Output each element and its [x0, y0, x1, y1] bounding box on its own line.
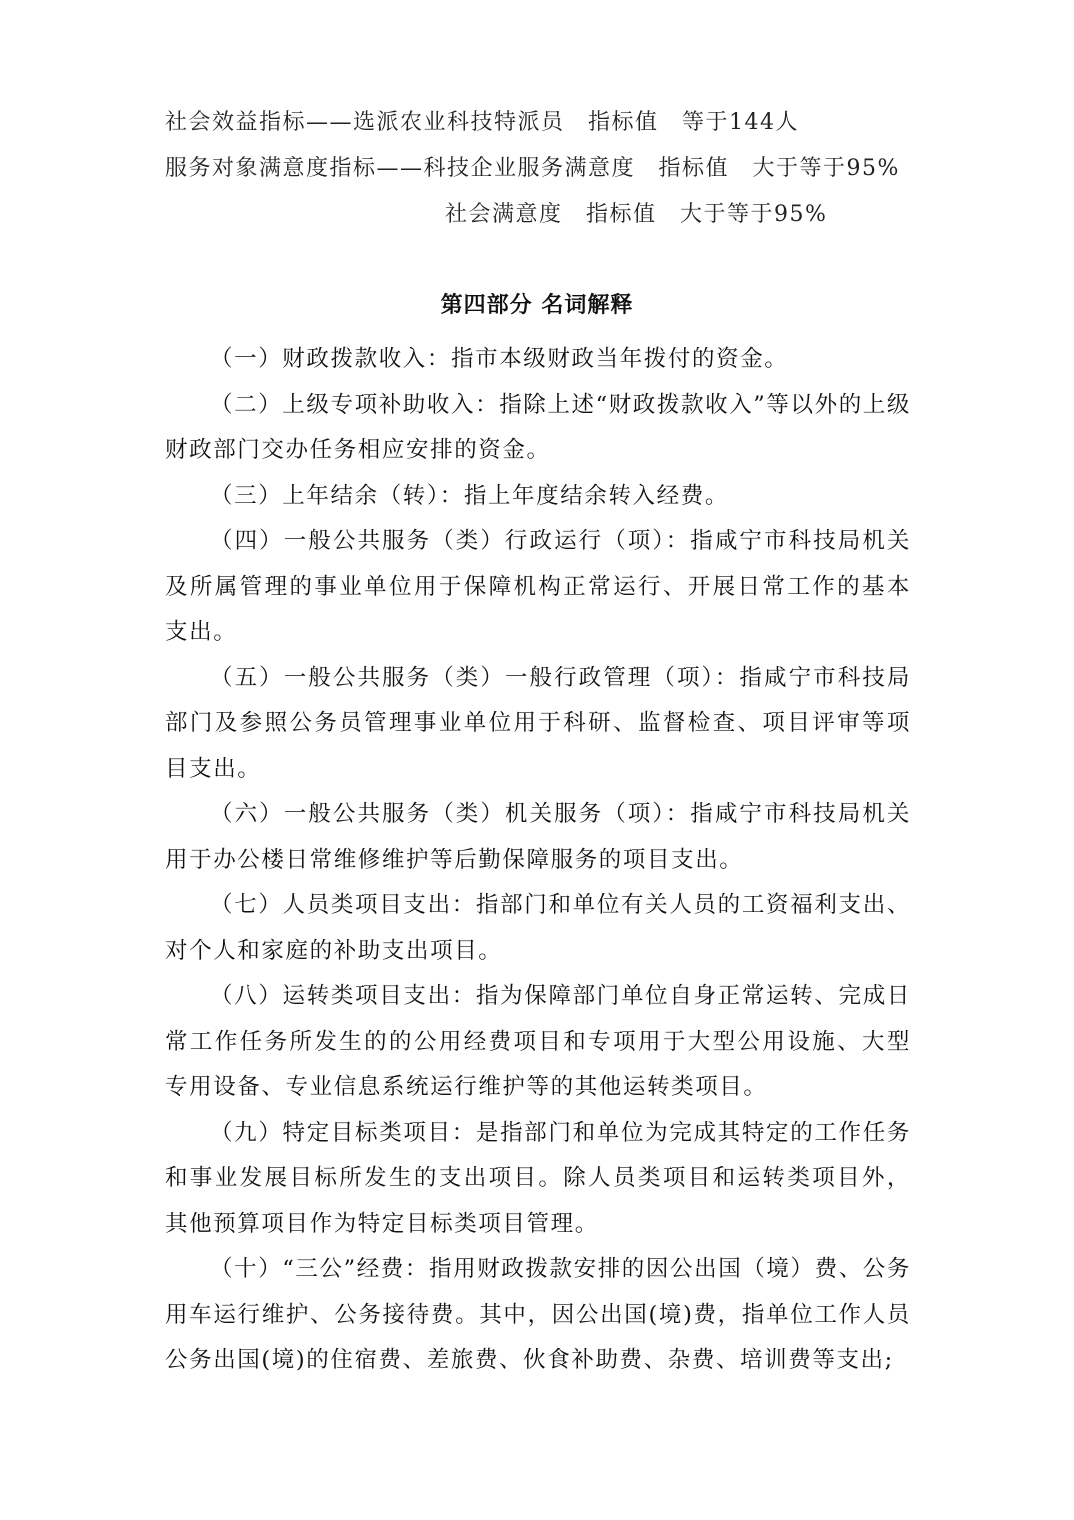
indicator-social-satisfaction: 社会满意度 指标值 大于等于95% [445, 202, 828, 227]
definition-item: （四）一般公共服务（类）行政运行（项）：指咸宁市科技局机关及所属管理的事业单位用于保障机构正常运行、开展日常工作的基本支出。 [165, 528, 911, 645]
definition-item: （二）上级专项补助收入：指除上述“财政拨款收入”等以外的上级财政部门交办任务相应安排的资金。 [165, 391, 912, 463]
definition-item: （十）“三公”经费：指用财政拨款安排的因公出国（境）费、公务用车运行维护、公务接待费。其中，因公出国(境)费，指单位工作人员公务出国(境)的住宿费、差旅费、伙食补助费、杂费、培训费等支出; [165, 1256, 912, 1373]
definition-item: （九）特定目标类项目：是指部门和单位为完成其特定的工作任务和事业发展目标所发生的支出项目。除人员类项目和运转类项目外，其他预算项目作为特定目标类项目管理。 [165, 1119, 911, 1237]
section-title: 第四部分 名词解释 [440, 293, 634, 318]
definition-item: （一）财政拨款收入：指市本级财政当年拨付的资金。 [210, 346, 789, 372]
definition-item: （八）运转类项目支出：指为保障部门单位自身正常运转、完成日常工作任务所发生的的公用经费项目和专项用于大型公用设施、大型专用设备、专业信息系统运行维护等的其他运转类项目。 [165, 983, 911, 1100]
definition-item: （六）一般公共服务（类）机关服务（项）：指咸宁市科技局机关用于办公楼日常维修维护等后勤保障服务的项目支出。 [165, 801, 911, 873]
indicator-social-benefit: 社会效益指标——选派农业科技特派员 指标值 等于144人 [165, 110, 799, 135]
definition-item: （三）上年结余（转）：指上年度结余转入经费。 [210, 482, 729, 509]
definition-item: （五）一般公共服务（类）一般行政管理（项）：指咸宁市科技局部门及参照公务员管理事业单位用于科研、监督检查、项目评审等项目支出。 [165, 664, 911, 782]
definition-item: （七）人员类项目支出：指部门和单位有关人员的工资福利支出、对个人和家庭的补助支出项目。 [165, 892, 911, 964]
definitions-body [165, 337, 911, 1384]
performance-indicators [165, 108, 925, 246]
indicator-service-satisfaction: 服务对象满意度指标——科技企业服务满意度 指标值 大于等于95% [165, 156, 900, 181]
